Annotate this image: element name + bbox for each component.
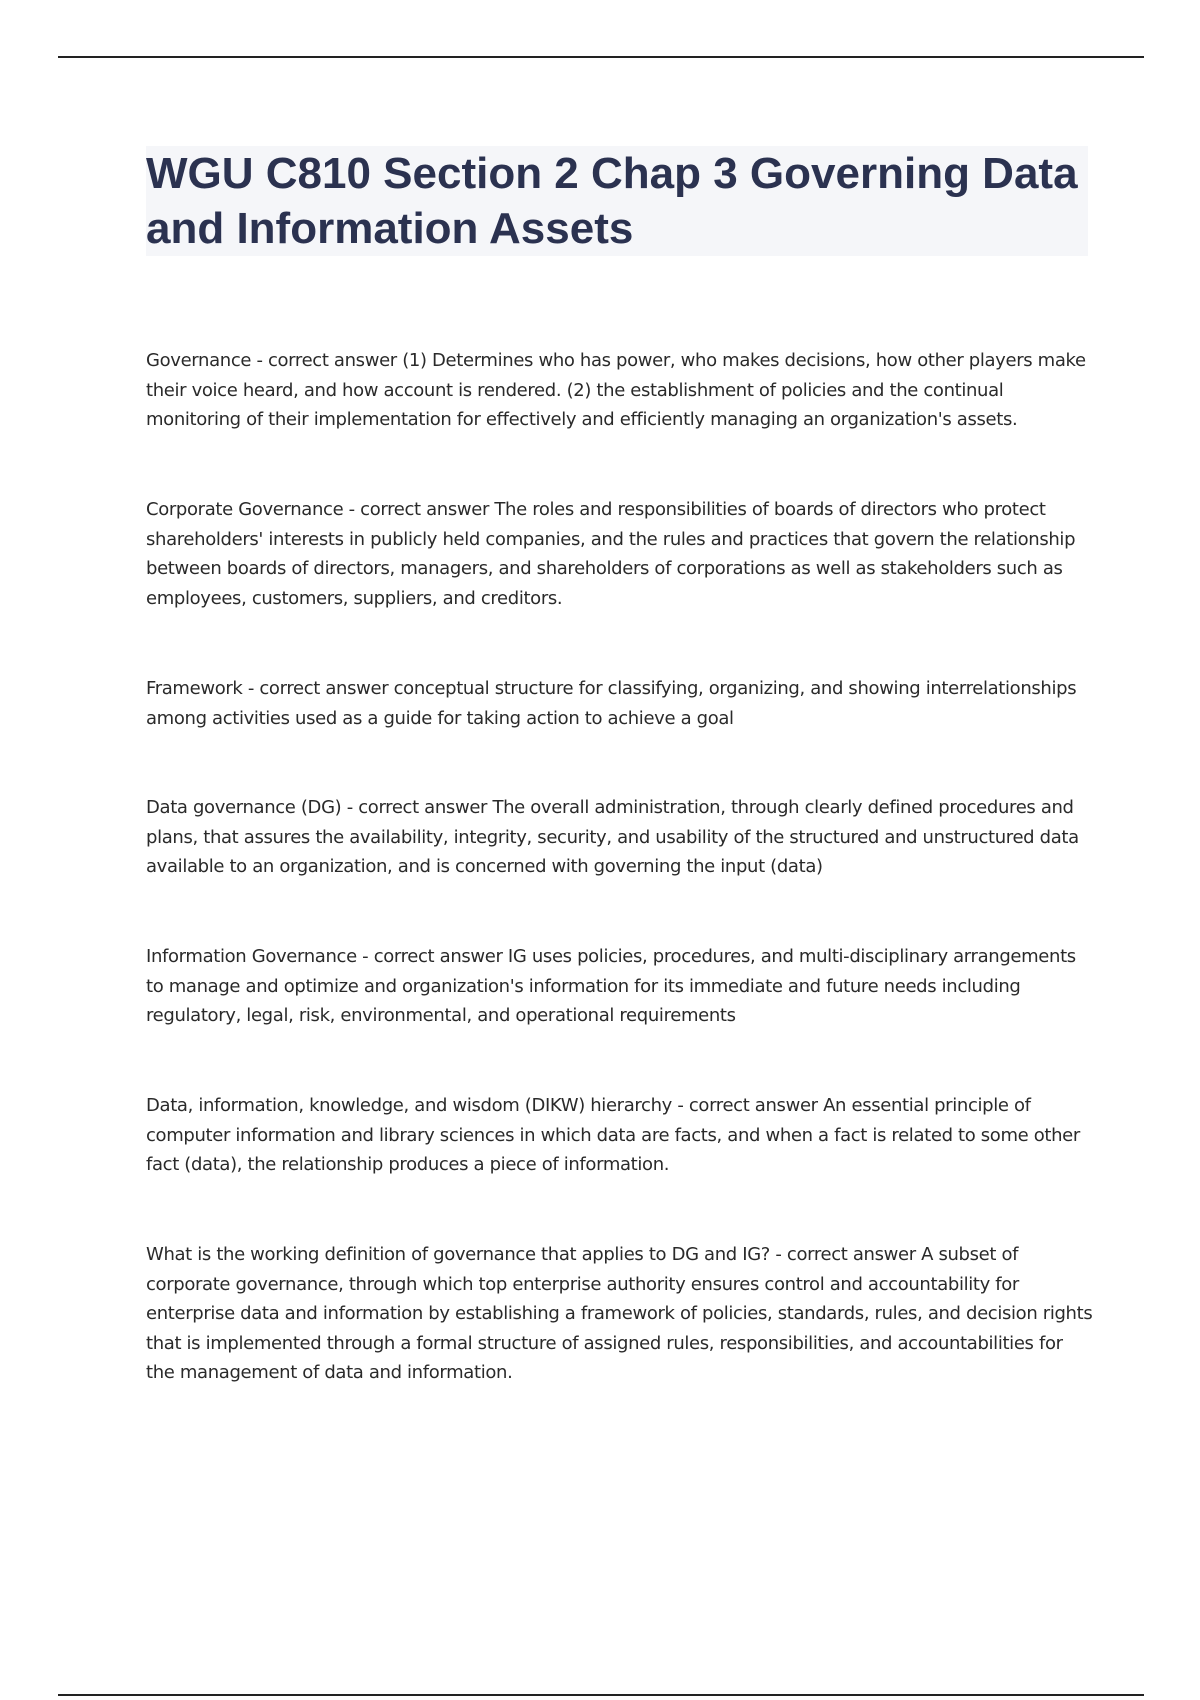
title-block [146, 146, 1088, 256]
list-item: Data governance (DG) - correct answer The overall administration, through clearly defined procedures and plans, that assures the availability, integrity, security, and usability of the structured and unstructured data available to an organization, and is concerned with governing the input (data) [146, 797, 1079, 877]
bottom-rule [58, 1694, 1144, 1696]
top-rule [58, 56, 1144, 58]
list-item: Information Governance - correct answer IG uses policies, procedures, and multi-disciplinary arrangements to manage and optimize and organization's information for its immediate and future needs including regulatory, legal, risk, environmental, and operational requirements [146, 946, 1076, 1026]
list-item: Data, information, knowledge, and wisdom (DIKW) hierarchy - correct answer An essential principle of computer information and library sciences in which data are facts, and when a fact is related to some other fact (data), the relationship produces a piece of information. [146, 1095, 1080, 1175]
list-item: Framework - correct answer conceptual structure for classifying, organizing, and showing interrelationships among activities used as a guide for taking action to achieve a goal [146, 678, 1077, 729]
list-item: What is the working definition of governance that applies to DG and IG? - correct answer A subset of corporate governance, through which top enterprise authority ensures control and accountability for enterprise data and information by establishing a framework of policies, standards, rules, and decision rights that is implemented through a formal structure of assigned rules, responsibilities, and accountabilities for the management of data and information. [146, 1244, 1093, 1383]
page-title: WGU C810 Section 2 Chap 3 Governing Data and Information Assets [146, 149, 1078, 253]
list-item: Corporate Governance - correct answer The roles and responsibilities of boards of directors who protect shareholders' interests in publicly held companies, and the rules and practices that govern the relationship between boards of directors, managers, and shareholders of corporations as well as stakeholders such as employees, customers, suppliers, and creditors. [146, 499, 1076, 609]
list-item: Governance - correct answer (1) Determines who has power, who makes decisions, how other players make their voice heard, and how account is rendered. (2) the establishment of policies and the continual monitoring of their implementation for effectively and efficiently managing an organization's assets. [146, 350, 1086, 430]
